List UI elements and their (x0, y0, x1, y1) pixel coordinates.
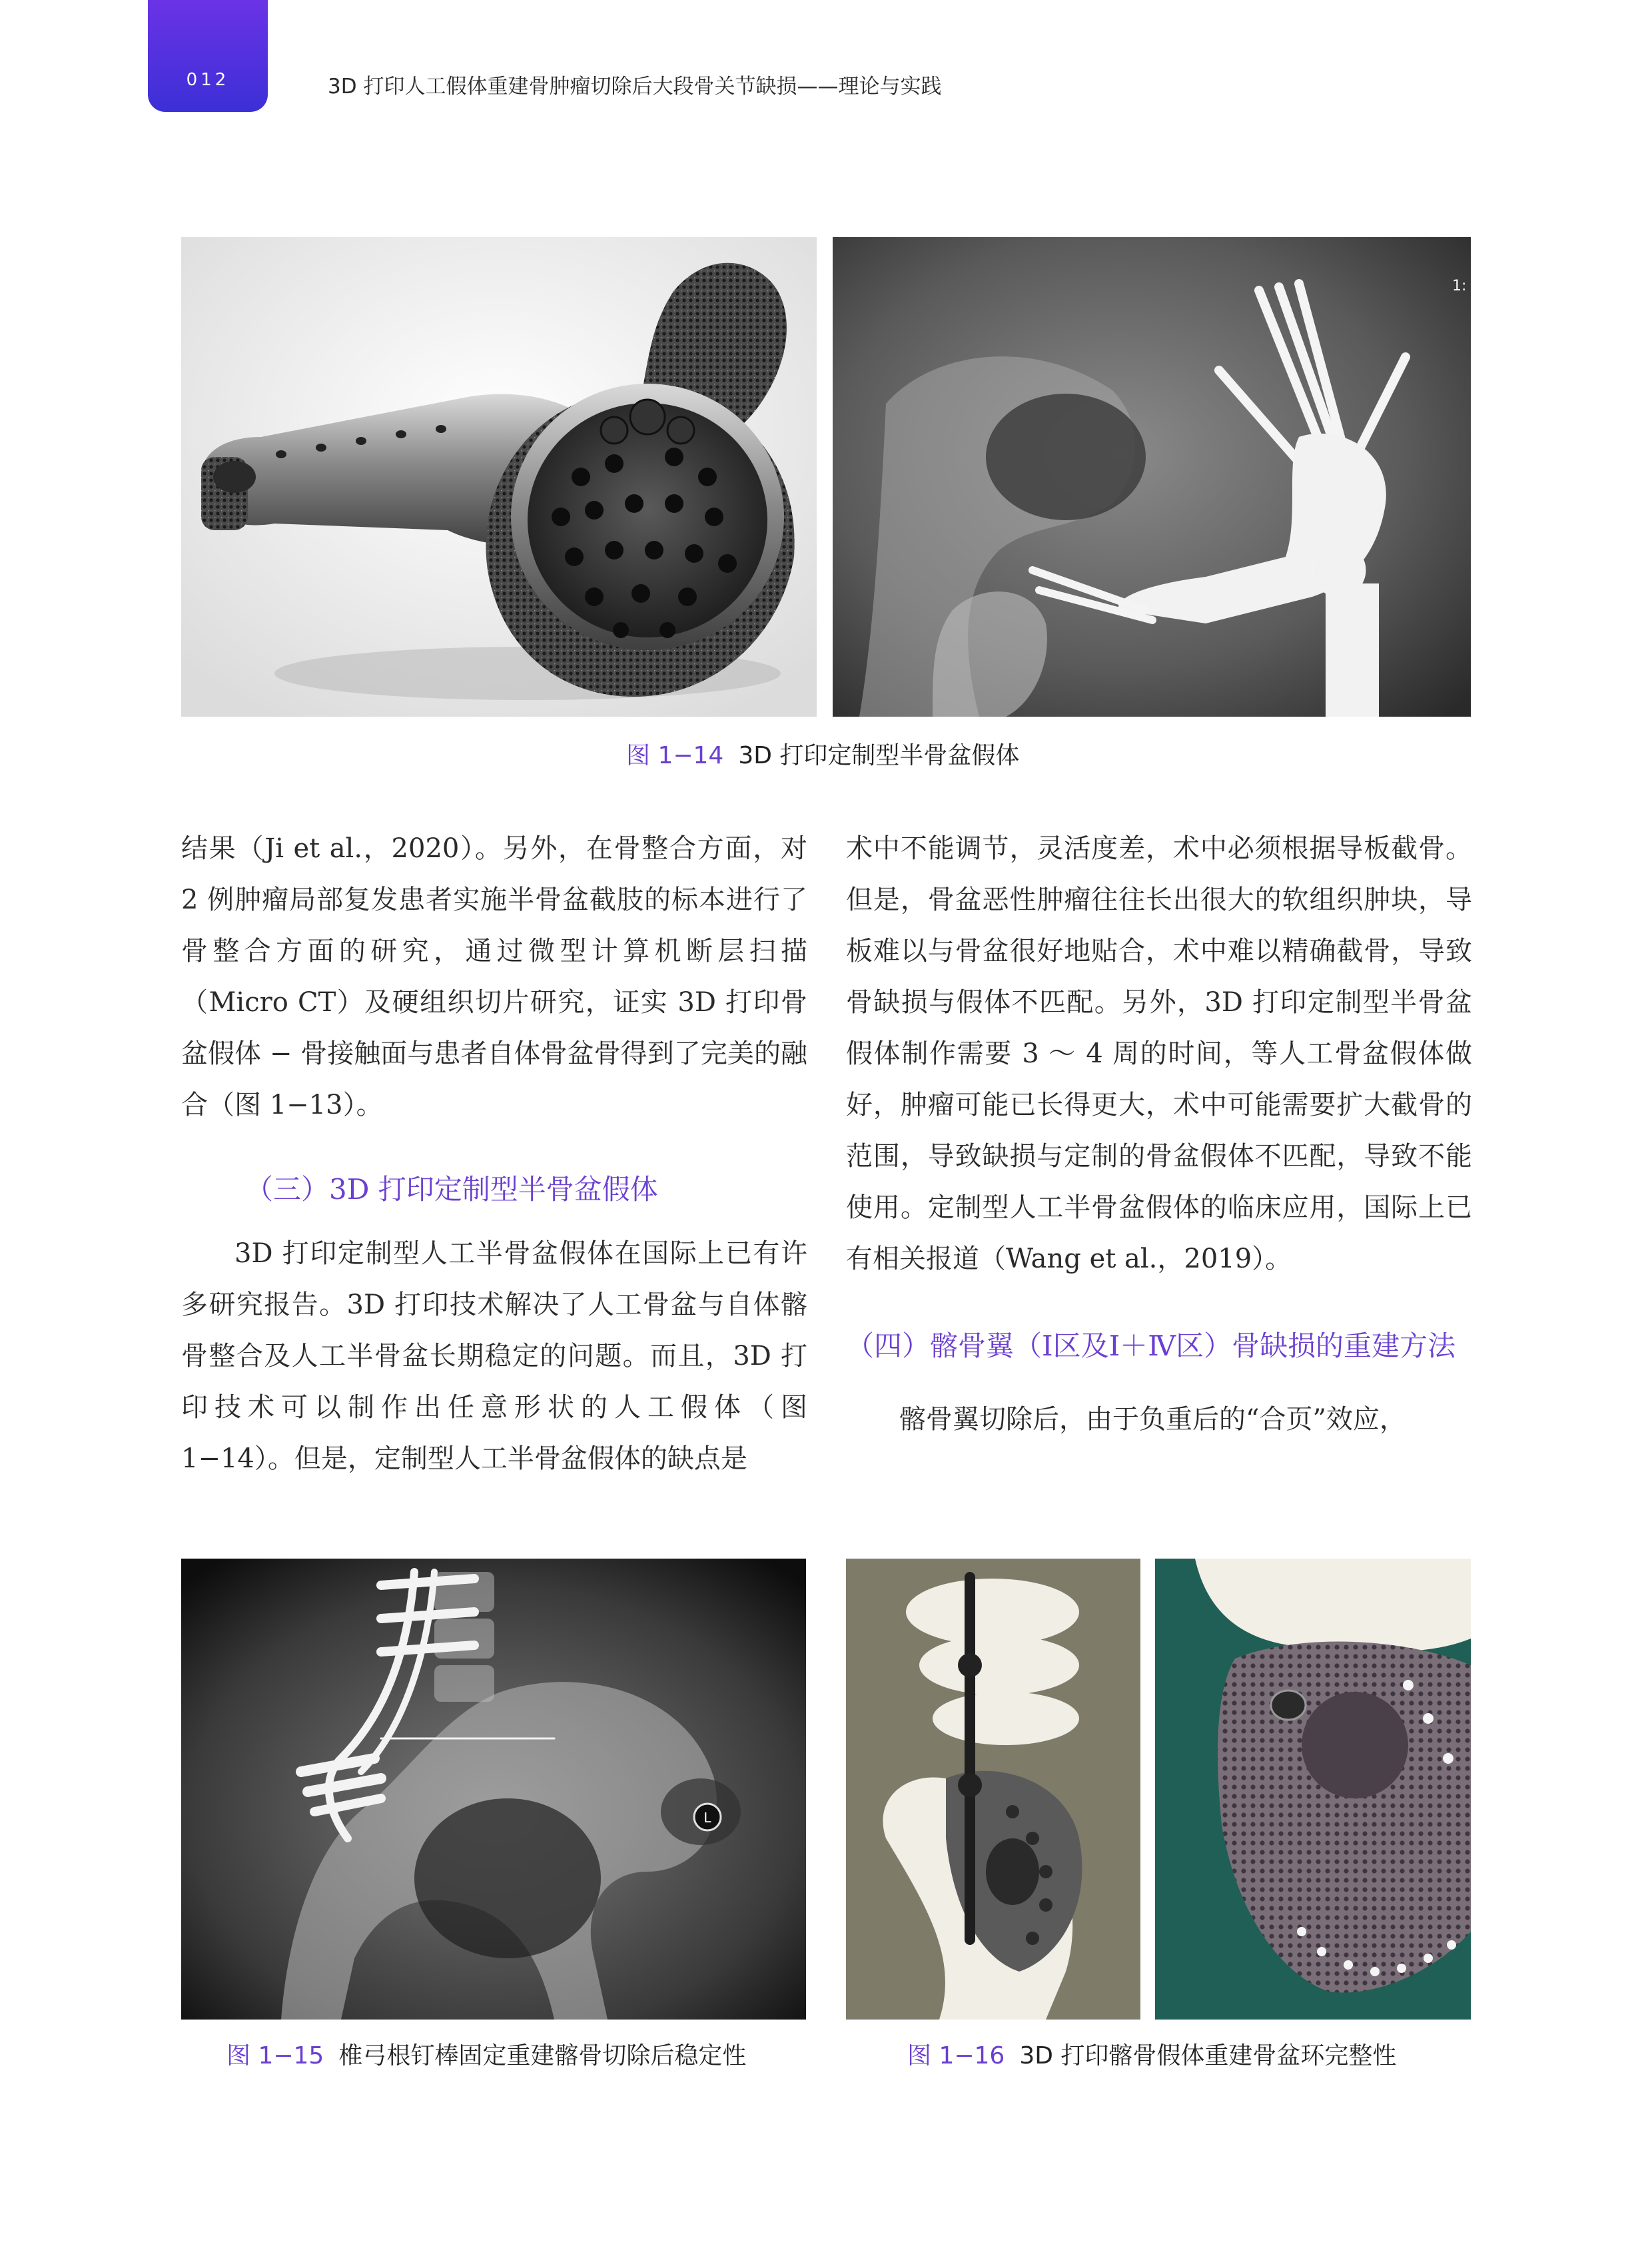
figure-1-16-title: 3D 打印髂骨假体重建骨盆环完整性 (1019, 2042, 1397, 2069)
figure-1-15-title: 椎弓根钉棒固定重建髂骨切除后稳定性 (338, 2042, 747, 2069)
section-heading-4: （四）髂骨翼（Ⅰ区及Ⅰ＋Ⅳ区）骨缺损的重建方法 (846, 1329, 1456, 1362)
right-paragraph-1: 术中不能调节，灵活度差，术中必须根据导板截骨。但是，骨盆恶性肿瘤往往长出很大的软组织肿块，导板难以与骨盆很好地贴合，术中难以精确截骨，导致骨缺损与假体不匹配。另外，3D 打印定制型半骨盆假体制作需要 3 ～ 4 周的时间，等人工骨盆假体做好，肿瘤可能已长得更大，术中可能需要扩大截骨的范围，导致缺损与定制的骨盆假体不匹配，导致不能使用。定制型人工半骨盆假体的临床应用，国际上已有相关报道（Wang et al.，2019）。 (846, 833, 1472, 1274)
right-text-column (846, 823, 1472, 1445)
figure-1-15-caption (226, 2037, 746, 2071)
left-paragraph-1: 结果（Ji et al.，2020）。另外，在骨整合方面，对 2 例肿瘤局部复发患者实施半骨盆截肢的标本进行了骨整合方面的研究，通过微型计算机断层扫描（Micro CT）及硬组织切片研究，证实 3D 打印骨盆假体 − 骨接触面与患者自体骨盆骨得到了完美的融合（图 1−13）。 (181, 833, 807, 1120)
figure-1-14-number: 图 1−14 (626, 742, 724, 769)
left-paragraph-2: 3D 打印定制型人工半骨盆假体在国际上已有许多研究报告。3D 打印技术解决了人工骨盆与自体髂骨整合及人工半骨盆长期稳定的问题。而且，3D 打印技术可以制作出任意形状的人工假体（图 1−14）。但是，定制型人工半骨盆假体的缺点是 (181, 1238, 807, 1474)
page-number-tab (148, 0, 268, 112)
figure-1-16-number: 图 1−16 (907, 2042, 1005, 2069)
section-heading-3: （三）3D 打印定制型半骨盆假体 (245, 1173, 658, 1206)
right-paragraph-2: 髂骨翼切除后，由于负重后的“合页”效应， (899, 1404, 1406, 1435)
figure-1-16-closeup-photo (1155, 1559, 1471, 2020)
figure-1-14-pelvis-xray (833, 237, 1471, 717)
figure-1-14-caption (626, 737, 1019, 771)
figure-1-14-title: 3D 打印定制型半骨盆假体 (738, 742, 1020, 769)
figure-1-14-prosthesis-photo (181, 237, 817, 717)
page-number: 012 (186, 70, 230, 90)
figure-1-15-number: 图 1−15 (226, 2042, 324, 2069)
running-title: 3D 打印人工假体重建骨肿瘤切除后大段骨关节缺损——理论与实践 (328, 75, 942, 99)
figure-1-15-xray (181, 1559, 806, 2020)
xray-marker-1-14: 1: (1452, 278, 1467, 294)
left-text-column (181, 823, 807, 1485)
figure-1-16-model-photo (846, 1559, 1140, 2020)
figure-1-16-caption (907, 2037, 1396, 2071)
xray-marker-1-15: L (703, 1810, 711, 1826)
